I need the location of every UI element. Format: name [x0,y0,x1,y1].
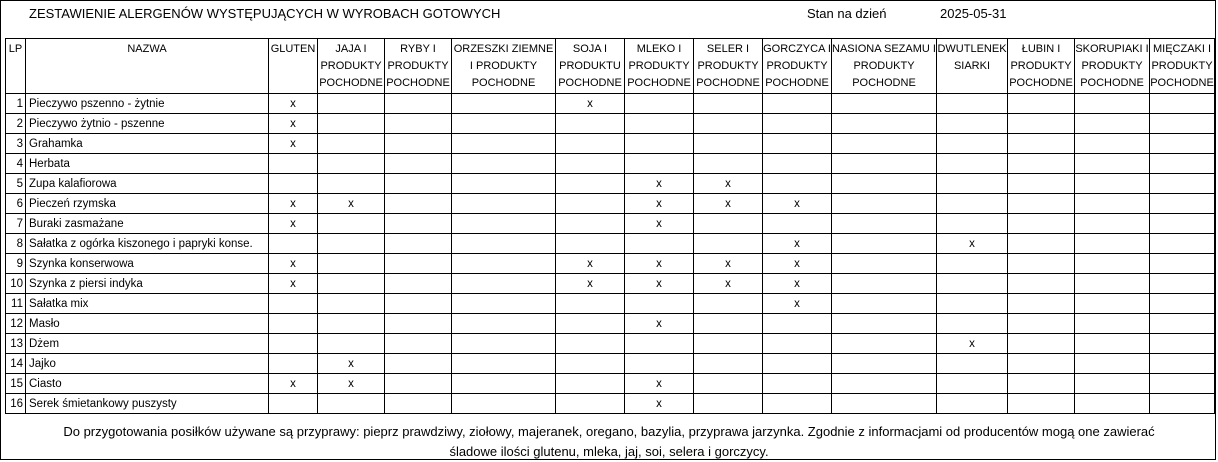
allergen-mark [1150,154,1215,174]
allergen-mark [694,134,763,154]
allergen-mark [1008,134,1075,154]
column-header-label: ŁUBIN I PRODUKTY POCHODNE [1009,43,1073,89]
table-row [6,194,1215,214]
allergen-mark [1008,394,1075,414]
row-number: 12 [6,314,26,334]
table-body [6,94,1215,414]
stan-date: 2025-05-31 [940,6,1007,21]
allergen-mark: x [556,254,625,274]
allergen-mark [1008,354,1075,374]
allergen-mark [694,214,763,234]
allergen-mark [763,134,832,154]
allergen-mark [318,294,385,314]
allergen-mark [832,254,937,274]
column-header [832,39,937,94]
allergen-mark: x [556,274,625,294]
allergen-mark: x [694,274,763,294]
allergen-mark [385,114,452,134]
allergen-mark [269,334,318,354]
table-row [6,274,1215,294]
allergen-mark: x [625,194,694,214]
allergen-mark [452,254,556,274]
allergen-mark [452,194,556,214]
allergen-mark [1075,114,1150,134]
column-header [6,39,26,94]
allergen-mark [318,94,385,114]
allergen-mark [625,114,694,134]
allergen-mark [385,94,452,114]
row-number: 7 [6,214,26,234]
allergen-mark [763,154,832,174]
allergen-mark [318,254,385,274]
column-header [625,39,694,94]
allergen-mark [1150,214,1215,234]
allergen-mark: x [763,194,832,214]
allergen-mark [385,134,452,154]
column-header [269,39,318,94]
allergen-mark: x [269,374,318,394]
allergen-mark [318,134,385,154]
product-name: Serek śmietankowy puszysty [26,394,269,414]
table-row [6,94,1215,114]
allergen-mark [832,394,937,414]
allergen-mark [832,214,937,234]
column-header [763,39,832,94]
column-header-label: SKORUPIAKI I PRODUKTY POCHODNE [1075,43,1149,89]
product-name: Dżem [26,334,269,354]
column-header [1150,39,1215,94]
allergen-mark [385,194,452,214]
allergen-mark [1008,174,1075,194]
sheet-title: ZESTAWIENIE ALERGENÓW WYSTĘPUJĄCYCH W WYROBACH GOTOWYCH [29,6,501,21]
allergen-mark [937,354,1008,374]
allergen-mark [625,234,694,254]
allergen-mark [694,114,763,134]
product-name: Ciasto [26,374,269,394]
column-header-label: LP [8,43,23,55]
allergen-mark [556,114,625,134]
allergen-mark [556,354,625,374]
allergen-mark [269,394,318,414]
column-header-label: NASIONA SEZAMU I PRODUKTY POCHODNE [832,43,936,89]
allergen-mark: x [318,354,385,374]
allergen-mark [1075,134,1150,154]
allergen-mark: x [625,214,694,234]
allergen-mark [452,154,556,174]
allergen-mark: x [556,94,625,114]
allergen-mark [763,374,832,394]
allergen-mark [694,234,763,254]
allergen-mark [937,154,1008,174]
allergen-mark [452,294,556,314]
allergen-mark [694,394,763,414]
allergen-mark [1075,194,1150,214]
allergen-mark [1075,394,1150,414]
allergen-mark [1075,174,1150,194]
allergen-mark [1008,94,1075,114]
allergen-mark [1008,234,1075,254]
allergen-mark [318,214,385,234]
allergen-mark: x [269,194,318,214]
allergen-mark [452,114,556,134]
allergen-mark [763,334,832,354]
table-row [6,214,1215,234]
allergen-mark [318,234,385,254]
allergen-mark [763,394,832,414]
allergen-mark [937,254,1008,274]
allergen-mark [1075,234,1150,254]
table-row [6,394,1215,414]
product-name: Szynka konserwowa [26,254,269,274]
column-header-label: DWUTLENEK SIARKI [937,43,1007,72]
allergen-mark: x [318,374,385,394]
column-header-label: SOJA I PRODUKTU POCHODNE [558,43,622,89]
allergen-mark [832,374,937,394]
allergen-mark [625,334,694,354]
column-header-label: NAZWA [127,43,167,55]
allergen-mark [832,354,937,374]
product-name: Pieczeń rzymska [26,194,269,214]
allergen-mark: x [625,314,694,334]
allergen-mark [318,394,385,414]
allergen-mark [937,214,1008,234]
allergen-mark [694,334,763,354]
allergen-mark: x [763,294,832,314]
table-row [6,154,1215,174]
column-header-label: MLEKO I PRODUKTY POCHODNE [627,43,691,89]
allergen-mark [385,334,452,354]
allergen-mark: x [694,254,763,274]
allergen-mark [1150,394,1215,414]
footnote-line-2: śladowe ilości glutenu, mleka, jaj, soi, selera i gorczycy. [449,444,769,459]
allergen-mark [452,274,556,294]
allergen-mark [832,114,937,134]
row-number: 2 [6,114,26,134]
product-name: Szynka z piersi indyka [26,274,269,294]
allergen-mark [1075,254,1150,274]
allergen-mark: x [937,334,1008,354]
allergen-mark: x [269,214,318,234]
allergen-mark [937,394,1008,414]
allergen-mark [1150,334,1215,354]
product-name: Zupa kalafiorowa [26,174,269,194]
allergen-mark [1150,114,1215,134]
allergen-mark: x [318,194,385,214]
allergen-mark [385,394,452,414]
column-header [385,39,452,94]
allergen-mark [763,174,832,194]
row-number: 8 [6,234,26,254]
allergen-mark [556,314,625,334]
allergen-mark [694,154,763,174]
allergen-mark [832,134,937,154]
table-row [6,114,1215,134]
column-header [452,39,556,94]
allergen-mark [1075,94,1150,114]
allergen-mark [832,274,937,294]
column-header [318,39,385,94]
allergen-mark: x [625,374,694,394]
allergen-mark [556,214,625,234]
allergen-mark [832,174,937,194]
row-number: 6 [6,194,26,214]
allergen-mark [556,374,625,394]
row-number: 13 [6,334,26,354]
product-name: Sałatka mix [26,294,269,314]
column-header [556,39,625,94]
allergen-mark [937,374,1008,394]
allergen-mark [625,134,694,154]
allergen-mark [318,334,385,354]
allergen-mark [1008,214,1075,234]
allergen-mark: x [763,274,832,294]
allergen-mark [556,194,625,214]
allergen-mark: x [269,94,318,114]
allergen-mark [269,174,318,194]
allergen-mark [385,314,452,334]
allergen-mark: x [269,134,318,154]
allergen-mark [556,134,625,154]
allergen-mark [452,354,556,374]
allergen-mark [832,294,937,314]
allergen-mark [1008,314,1075,334]
row-number: 4 [6,154,26,174]
column-header-label: RYBY I PRODUKTY POCHODNE [386,43,450,89]
allergen-mark [1008,254,1075,274]
row-number: 3 [6,134,26,154]
column-header-label: MIĘCZAKI I PRODUKTY POCHODNE [1150,43,1214,89]
allergen-mark [385,254,452,274]
allergen-mark [452,314,556,334]
product-name: Pieczywo żytnio - pszenne [26,114,269,134]
allergen-mark [1008,194,1075,214]
allergen-mark [1150,94,1215,114]
allergen-mark: x [763,234,832,254]
allergen-mark [1075,314,1150,334]
column-header [1075,39,1150,94]
table-row [6,294,1215,314]
allergen-mark [1075,214,1150,234]
allergen-mark [937,294,1008,314]
allergen-mark: x [625,174,694,194]
allergen-mark [625,294,694,314]
table-row [6,134,1215,154]
allergen-mark [318,274,385,294]
allergen-mark [452,94,556,114]
allergen-mark [556,154,625,174]
allergen-mark [1150,274,1215,294]
allergen-mark: x [937,234,1008,254]
row-number: 14 [6,354,26,374]
allergen-mark [1008,114,1075,134]
allergen-mark [832,194,937,214]
allergen-mark [1075,294,1150,314]
column-header-label: GORCZYCA I PRODUKTY POCHODNE [763,43,831,89]
allergen-mark [385,234,452,254]
column-header [694,39,763,94]
allergen-mark [556,394,625,414]
allergen-mark [452,234,556,254]
row-number: 10 [6,274,26,294]
allergen-mark [385,214,452,234]
allergen-mark [1150,314,1215,334]
footnote [11,422,1207,462]
product-name: Pieczywo pszenno - żytnie [26,94,269,114]
allergen-mark [269,354,318,374]
allergen-mark [625,154,694,174]
allergen-mark [269,234,318,254]
allergen-mark [625,354,694,374]
allergen-mark [556,294,625,314]
table-row [6,334,1215,354]
allergen-mark [385,294,452,314]
allergen-mark [385,274,452,294]
column-header [1008,39,1075,94]
allergen-mark: x [625,254,694,274]
allergen-mark [1008,334,1075,354]
allergen-mark [694,374,763,394]
allergen-mark [1075,154,1150,174]
allergen-mark [1075,274,1150,294]
product-name: Buraki zasmażane [26,214,269,234]
allergen-mark [1150,234,1215,254]
allergen-mark [832,314,937,334]
column-header-label: GLUTEN [270,43,316,55]
allergen-mark [269,314,318,334]
allergen-mark [694,94,763,114]
table-row [6,174,1215,194]
table-row [6,234,1215,254]
allergen-mark [556,334,625,354]
allergen-mark [832,94,937,114]
allergen-mark [385,154,452,174]
allergen-mark [937,94,1008,114]
allergen-mark [1150,174,1215,194]
allergen-mark [1008,274,1075,294]
table-row [6,354,1215,374]
allergen-mark: x [625,394,694,414]
allergen-mark [452,334,556,354]
allergen-mark [318,154,385,174]
allergen-mark: x [694,194,763,214]
allergen-mark [385,174,452,194]
table-row [6,254,1215,274]
allergen-mark [763,214,832,234]
allergen-mark [694,354,763,374]
title-row [1,1,1217,33]
allergen-mark: x [269,254,318,274]
allergen-mark [1150,354,1215,374]
allergen-mark [1150,194,1215,214]
allergen-mark [937,314,1008,334]
allergen-mark [1150,134,1215,154]
allergen-mark [1150,294,1215,314]
allergen-mark: x [694,174,763,194]
allergen-mark [556,174,625,194]
allergen-mark [694,314,763,334]
column-header [26,39,269,94]
allergen-mark [832,234,937,254]
allergen-mark [269,294,318,314]
allergen-mark [556,234,625,254]
allergen-mark [452,134,556,154]
allergen-mark [318,114,385,134]
product-name: Sałatka z ogórka kiszonego i papryki konse. [26,234,269,254]
allergen-table [5,38,1215,414]
row-number: 5 [6,174,26,194]
allergen-mark [452,174,556,194]
allergen-mark [1008,294,1075,314]
row-number: 1 [6,94,26,114]
row-number: 11 [6,294,26,314]
row-number: 9 [6,254,26,274]
allergen-mark [269,154,318,174]
allergen-mark [1075,374,1150,394]
allergen-mark [625,94,694,114]
row-number: 15 [6,374,26,394]
allergen-mark [1075,334,1150,354]
product-name: Jajko [26,354,269,374]
allergen-mark [1008,154,1075,174]
column-header-label: JAJA I PRODUKTY POCHODNE [319,43,383,89]
allergen-mark [937,194,1008,214]
header-row [6,39,1215,94]
product-name: Masło [26,314,269,334]
allergen-mark: x [625,274,694,294]
allergen-mark [937,174,1008,194]
product-name: Herbata [26,154,269,174]
column-header-label: SELER I PRODUKTY POCHODNE [696,43,760,89]
allergen-mark [832,154,937,174]
allergen-mark [1150,254,1215,274]
allergen-mark [763,94,832,114]
stan-label: Stan na dzień [807,6,887,21]
allergen-mark [452,394,556,414]
allergen-mark [937,274,1008,294]
allergen-mark [1008,374,1075,394]
allergen-mark [763,314,832,334]
allergen-mark [937,114,1008,134]
allergen-mark: x [269,114,318,134]
table-row [6,374,1215,394]
allergen-mark: x [269,274,318,294]
allergen-mark [452,374,556,394]
allergen-mark [832,334,937,354]
allergen-mark [318,314,385,334]
allergen-mark [452,214,556,234]
allergen-mark: x [763,254,832,274]
allergen-mark [763,354,832,374]
footnote-line-1: Do przygotowania posiłków używane są przyprawy: pieprz prawdziwy, ziołowy, majeranek, oregano, bazylia, przyprawa jarzynka. Zgodnie z informacjami od producentów mogą one zawierać [63,424,1155,439]
allergen-mark [694,294,763,314]
allergen-mark [937,134,1008,154]
allergen-mark [1075,354,1150,374]
column-header-label: ORZESZKI ZIEMNE I PRODUKTY POCHODNE [453,43,554,89]
row-number: 16 [6,394,26,414]
allergen-mark [1150,374,1215,394]
allergen-mark [385,354,452,374]
allergen-mark [385,374,452,394]
allergen-mark [763,114,832,134]
allergen-mark [318,174,385,194]
column-header [937,39,1008,94]
product-name: Grahamka [26,134,269,154]
table-row [6,314,1215,334]
